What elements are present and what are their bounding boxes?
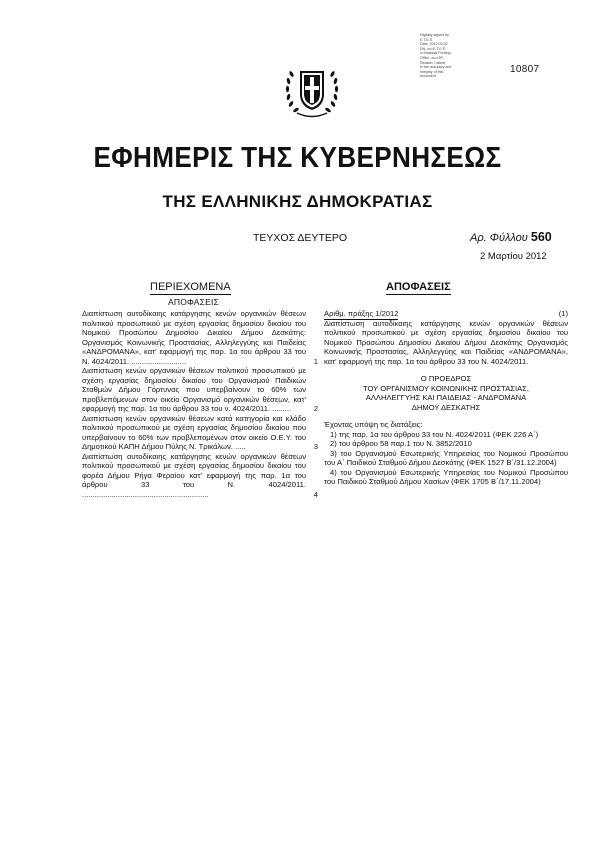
page-number: 10807	[510, 64, 540, 75]
provision-item: 3) του Οργανισμού Εσωτερικής Υπηρεσίας του Νομικού Προσώπου του Α΄ Παιδικού Σταθμού Δήμου Δεσκάτης (ΦΕΚ 1527 Β΄/31.12.2004)	[324, 448, 568, 467]
provisions-intro: Έχοντας υπόψη τις διατάξεις:	[324, 420, 423, 429]
authority-line: ΑΛΛΗΛΕΓΓΥΗΣ ΚΑΙ ΠΑΙΔΕΙΑΣ - ΑΝΔΡΟΜΑΝΑ	[365, 393, 527, 402]
authority-line: Ο ΠΡΟΕΔΡΟΣ	[420, 374, 472, 383]
contents-entry[interactable]	[82, 366, 318, 414]
gazette-subtitle: ΤΗΣ ΕΛΛΗΝΙΚΗΣ ΔΗΜΟΚΡΑΤΙΑΣ	[162, 192, 433, 211]
authority-line: ΤΟΥ ΟΡΓΑΝΙΣΜΟΥ ΚΟΙΝΩΝΙΚΗΣ ΠΡΟΣΤΑΣΙΑΣ,	[363, 383, 529, 393]
act-summary: Διαπίστωση αυτοδίκαιης κατάργησης κενών οργανικών θέσεων πολιτικού προσωπικού με σχέση εργασίας δημοσίου δικαίου του Νομικού Προσώπου Δημοσίου Δικαίου Δήμου Δεσκάτης Οργανισμός Κοινωνικής Προστασίας, Αλληλεγγύης και Παιδείας «ΑΝΔΡΟΜΑΝΑ», κατ' εφαρμογή της παρ. 1α του άρθρου 33 του Ν. 4024/2011.	[324, 318, 568, 366]
stamp-line: Date: 2012.03.02	[420, 42, 448, 47]
sheet-number-label	[470, 230, 552, 244]
act-label: Αριθμ. πράξης 1/2012	[324, 309, 399, 318]
contents-list	[82, 309, 318, 499]
contents-heading	[150, 281, 231, 293]
provision-item: 2) του άρθρου 58 παρ.1 του Ν. 3852/2010	[330, 439, 472, 448]
stamp-line: DN: cn=E.T.E.P.	[420, 46, 446, 51]
stamp-line: Ε.Τ.Ε.Π.	[420, 37, 434, 42]
authority-line: ΔΗΜΟΥ ΔΕΣΚΑΤΗΣ	[411, 402, 481, 412]
provision-item: 1) της παρ. 1α του άρθρου 33 του Ν. 4024/2011 (ΦΕΚ 226 Α΄)	[330, 429, 539, 439]
coat-of-arms-icon	[283, 60, 341, 120]
act-header	[324, 309, 568, 319]
contents-entry[interactable]	[82, 309, 318, 366]
contents-entry[interactable]	[82, 452, 318, 500]
stamp-line: Office, ou=GR,	[420, 55, 444, 60]
stamp-line: Reason: I attest	[420, 60, 446, 65]
contents-entry-text: Διαπίστωση αυτοδίκαιης κατάργησης κενών οργανικών θέσεων πολιτικού προσωπικού με σχέση εργασίας δημοσίου δικαίου του φορέα Δήμου Ρήγα Φεραίου κατ' εφαρμογή της παρ. 1α του άρθρου 33 του Ν. 4024/2011. ............................................................	[82, 451, 306, 499]
decision-body	[324, 309, 568, 487]
contents-heading-text: ΠΕΡΙΕΧΟΜΕΝΑ	[150, 281, 231, 293]
issue-label: ΤΕΥΧΟΣ ΔΕΥΤΕΡΟ	[253, 232, 348, 244]
contents-entry-page: 2	[313, 404, 318, 413]
contents-entry-page: 1	[313, 356, 318, 366]
contents-entry-text: Διαπίστωση αυτοδίκαιης κατάργησης κενών οργανικών θέσεων πολιτικού προσωπικού με σχέση εργασίας δημοσίου δικαίου του Νομικού Προσώπου Δημοσίου Δικαίου Δήμου Δεσκάτης: Οργανισμός Κοινωνικής Προστασίας, Αλληλεγγύης και Παιδείας «ΑΝΔΡΟΜΑΝΑ», κατ' εφαρμογή της παρ. 1α του άρθρου 33 του Ν. 4024/2011. ..........................	[82, 309, 306, 366]
contents-entry-text: Διαπίστωση κενών οργανικών θέσεων κατά κατηγορία και κλάδο πολιτικού προσωπικού με σχέση εργασίας δημοσίου δικαίου που υπερβαίνουν το 60% των προβλεπομένων στον οικείο Ο.Ε.Υ. του Δημοτικού ΚΑΠΗ Δήμου Πύλης Ν. Τρικάλων. .....	[82, 413, 306, 451]
contents-entry[interactable]	[82, 414, 318, 452]
contents-entry-page: 4	[313, 489, 318, 499]
issue-date: 2 Μαρτίου 2012	[480, 251, 547, 262]
stamp-line: Digitally signed by	[420, 33, 449, 37]
decisions-heading-text: ΑΠΟΦΑΣΕΙΣ	[386, 281, 451, 293]
decisions-heading	[386, 281, 451, 293]
stamp-line: to the accuracy and	[420, 65, 452, 70]
contents-entry-page: 3	[313, 442, 318, 451]
stamp-line: document	[420, 74, 436, 79]
sheet-label: Αρ. Φύλλου	[470, 232, 528, 244]
sheet-number: 560	[530, 230, 552, 244]
provision-item: 4) του Οργανισμού Εσωτερικής Υπηρεσίας του Νομικού Προσώπου του Παιδικού Σταθμού Δήμου Χασίων (ΦΕΚ 1705 Β΄/17.11.2004)	[324, 467, 568, 486]
stamp-line: integrity of this	[420, 69, 444, 74]
contents-entry-text: Διαπίστωση κενών οργανικών θέσεων πολιτικού προσωπικού με σχέση εργασίας δημοσίου δικαίου του Οργανισμού Παιδικών Σταθμών Δήμου Γόρτυνας που υπερβαίνουν το 60% των προβλεπόμενων στον οικείο Οργανισμό οργανικών θέσεων, κατ' εφαρμογή της παρ. 1α του άρθρου 33 του ν. 4024/2011. .........	[82, 366, 306, 413]
digital-signature-stamp	[420, 33, 478, 79]
contents-subheading: ΑΠΟΦΑΣΕΙΣ	[168, 297, 219, 307]
stamp-line: o=National Printing	[420, 51, 451, 56]
act-number: (1)	[558, 309, 568, 318]
gazette-title: ΕΦΗΜΕΡΙΣ ΤΗΣ ΚΥΒΕΡΝΗΣΕΩΣ	[93, 142, 502, 174]
